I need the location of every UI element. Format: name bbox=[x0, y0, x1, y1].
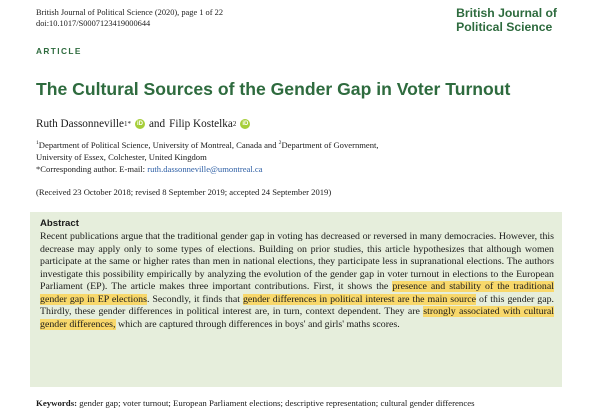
author-list: Ruth Dassonneville 1* iD and Filip Kostelka 2 iD bbox=[36, 118, 249, 130]
doi-line[interactable]: doi:10.1017/S0007123419000644 bbox=[36, 19, 151, 28]
received-dates: (Received 23 October 2018; revised 8 September 2019; accepted 24 September 2019) bbox=[36, 187, 332, 197]
affiliation-line-2: University of Essex, Colchester, United Kingdom bbox=[36, 151, 207, 162]
email-link[interactable]: ruth.dassonneville@umontreal.ca bbox=[147, 163, 263, 174]
highlight-1: presence and stability of the traditional gender gap in EP elections bbox=[40, 281, 554, 305]
affiliation-1-superscript: 1 bbox=[36, 140, 39, 147]
abstract-segment: which are captured through differences in boys' and girls' maths scores. bbox=[115, 318, 400, 330]
abstract-segment: Recent publications argue that the traditional gender gap in voting has decreased or reversed in many democracies. However, this decrease may apply only to some types of elections. Building on prior studies, this article hypothesizes that although women participate at the same or higher rates than men in national elections, they participate less in supranational elections. The authors investigate this possibility empirically by analyzing the evolution of the gender gap in voter turnout in elections to the European Parliament (EP). The article makes three important contributions. First, it shows the bbox=[40, 231, 554, 292]
affiliation-2-text: Department of Government, bbox=[281, 140, 379, 150]
journal-logo bbox=[456, 6, 557, 34]
abstract-segment: . Secondly, it finds that bbox=[146, 293, 243, 305]
affiliation-1-text: Department of Political Science, University of Montreal, Canada and bbox=[38, 140, 277, 150]
keywords-label: Keywords: bbox=[36, 398, 78, 408]
abstract-box bbox=[30, 212, 562, 387]
keywords-text: gender gap; voter turnout; European Parliament elections; descriptive representation; cultural gender differences bbox=[79, 398, 475, 408]
journal-logo-line1: British Journal of bbox=[456, 6, 557, 20]
author-conjunction: and bbox=[148, 118, 166, 130]
abstract-segment: of this gender gap. Thirdly, these gender differences in political interest are, in turn, context dependent. They are bbox=[40, 293, 555, 317]
article-title: The Cultural Sources of the Gender Gap in Voter Turnout bbox=[36, 79, 511, 99]
journal-logo-line2: Political Science bbox=[456, 20, 553, 34]
highlight-2: gender differences in political interest are the main source bbox=[242, 293, 477, 305]
author-2-name[interactable]: Filip Kostelka bbox=[169, 118, 233, 130]
article-type-label: ARTICLE bbox=[36, 46, 82, 56]
corresponding-author-label: *Corresponding author. E-mail: bbox=[36, 163, 146, 174]
corresponding-author-line bbox=[36, 164, 566, 176]
orcid-icon[interactable]: iD bbox=[136, 121, 143, 127]
orcid-icon[interactable]: iD bbox=[242, 121, 249, 127]
article-citation-header bbox=[36, 7, 223, 29]
affiliations bbox=[36, 140, 566, 175]
highlight-3: strongly associated with cultural gender differences, bbox=[40, 306, 555, 330]
author-1-name[interactable]: Ruth Dassonneville bbox=[36, 118, 124, 130]
abstract-text bbox=[40, 231, 554, 331]
affiliation-line-1 bbox=[36, 140, 566, 152]
abstract-heading: Abstract bbox=[40, 218, 79, 229]
affiliation-2-superscript: 2 bbox=[278, 140, 282, 147]
citation-line: British Journal of Political Science (2020), page 1 of 22 bbox=[36, 8, 224, 17]
keywords-line bbox=[36, 398, 475, 409]
